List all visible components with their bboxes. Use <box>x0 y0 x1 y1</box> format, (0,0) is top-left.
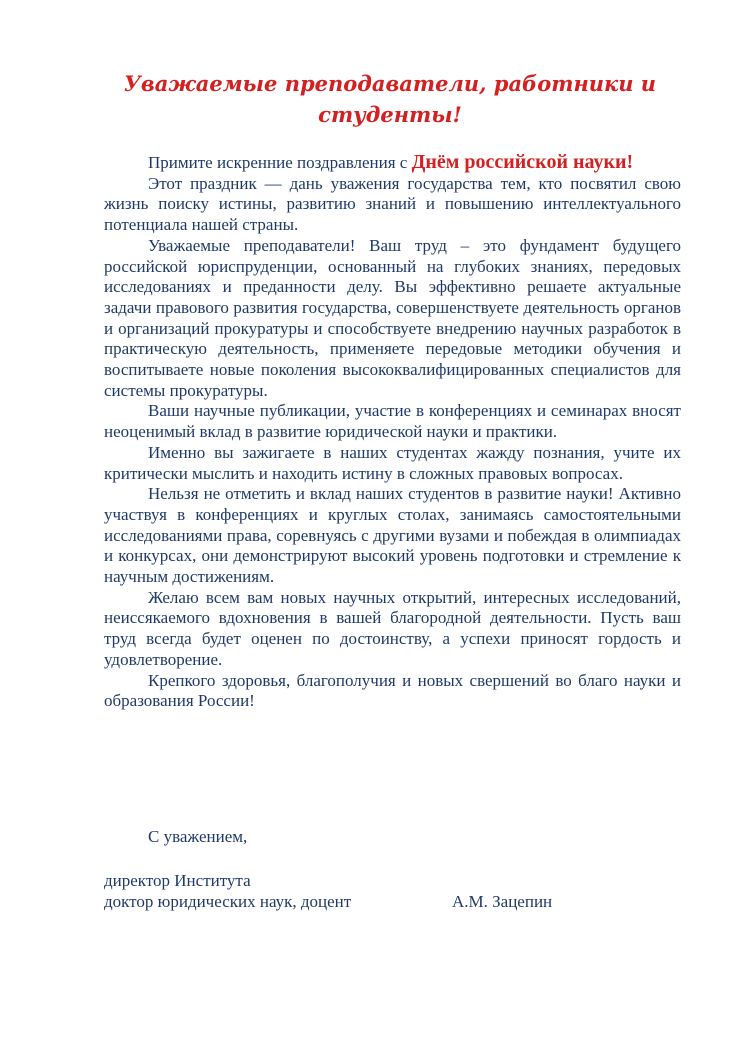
signature-name: А.М. Зацепин <box>452 892 553 911</box>
body-paragraph-3: Ваши научные публикации, участие в конференциях и семинарах вносят неоценимый вклад в развитие юридической науки и практики. <box>104 401 681 442</box>
greeting-paragraph <box>104 152 681 174</box>
greeting-prefix: Примите искренние поздравления с <box>148 153 412 172</box>
body-paragraph-5: Нельзя не отметить и вклад наших студентов в развитие науки! Активно участвуя в конференциях и круглых столах, занимаясь самостоятельными исследованиями права, соревнуясь с другими вузами и побеждая в олимпиадах и конкурсах, они демонстрируют высокий уровень подготовки и стремление к научным достижениям. <box>104 484 681 587</box>
body-paragraph-1: Этот праздник — дань уважения государства тем, кто посвятил свою жизнь поиску истины, развитию знаний и повышению интеллектуального потенциала нашей страны. <box>104 173 681 235</box>
body-paragraph-2: Уважаемые преподаватели! Ваш труд – это фундамент будущего российской юриспруденции, основанный на глубоких знаниях, передовых исследованиях и преданности делу. Вы эффективно решаете актуальные задачи правового развития государства, совершенствуете деятельность органов и организаций прокуратуры и способствуете внедрению научных разработок в практическую деятельность, применяете передовые методики обучения и воспитываете новые поколения высококвалифицированных специалистов для системы прокуратуры. <box>104 235 681 400</box>
closing-line: С уважением, <box>148 827 248 846</box>
body-paragraph-7: Крепкого здоровья, благополучия и новых свершений во благо науки и образования России! <box>104 670 681 711</box>
body-paragraph-4: Именно вы зажигаете в наших студентах жажду познания, учите их критически мыслить и находить истину в сложных правовых вопросах. <box>104 442 681 483</box>
letter-title: Уважаемые преподаватели, работники и студенты! <box>123 71 657 127</box>
greeting-highlight: Днём российской науки! <box>411 151 634 173</box>
body-paragraph-6: Желаю всем вам новых научных открытий, интересных исследований, неиссякаемого вдохновения в вашей благородной деятельности. Пусть ваш труд всегда будет оценен по достоинству, а успехи приносят гордость и удовлетворение. <box>104 587 681 669</box>
signature-role: директор Института <box>104 871 251 890</box>
letter-body <box>104 152 681 712</box>
signature-degree: доктор юридических наук, доцент <box>104 892 352 911</box>
